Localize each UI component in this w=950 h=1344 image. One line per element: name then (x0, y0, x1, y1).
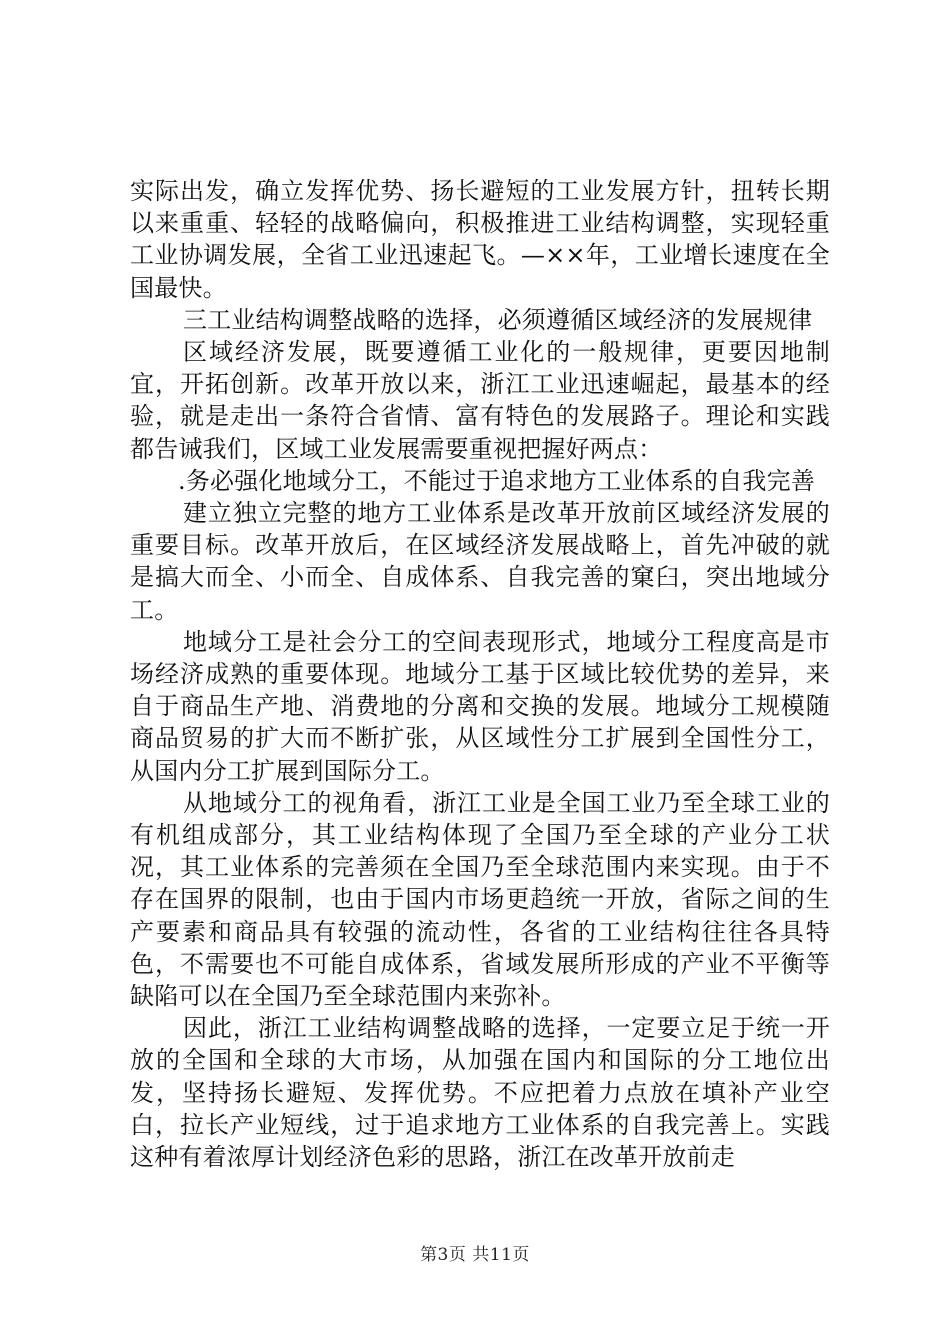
paragraph-1: 实际出发，确立发挥优势、扬长避短的工业发展方针，扭转长期以来重重、轻轻的战略偏向，积极推进工业结构调整，实现轻重工业协调发展，全省工业迅速起飞。—××年，工业增长速度在全国最快。 (130, 177, 830, 302)
page-number-footer: 第3页 共11页 (420, 1245, 530, 1265)
paragraph-4: 地域分工是社会分工的空间表现形式，地域分工程度高是市场经济成熟的重要体现。地域分工基于区域比较优势的差异，来自于商品生产地、消费地的分离和交换的发展。地域分工规模随商品贸易的扩大而不断扩张，从区域性分工扩展到全国性分工，从国内分工扩展到国际分工。 (130, 627, 830, 785)
paragraph-2: 区域经济发展，既要遵循工业化的一般规律，更要因地制宜，开拓创新。改革开放以来，浙江工业迅速崛起，最基本的经验，就是走出一条符合省情、富有特色的发展路子。理论和实践都告诫我们，区域工业发展需要重视把握好两点： (130, 338, 830, 463)
paragraph-5: 从地域分工的视角看，浙江工业是全国工业乃至全球工业的有机组成部分，其工业结构体现了全国乃至全球的产业分工状况，其工业体系的完善须在全国乃至全球范围内来实现。由于不存在国界的限制，也由于国内市场更趋统一开放，省际之间的生产要素和商品具有较强的流动性，各省的工业结构往往各具特色，不需要也不可能自成体系，省域发展所形成的产业不平衡等缺陷可以在全国乃至全球范围内来弥补。 (130, 788, 830, 1011)
numbered-point-heading: .务必强化地域分工，不能过于追求地方工业体系的自我完善 (178, 466, 816, 495)
paragraph-6: 因此，浙江工业结构调整战略的选择，一定要立足于统一开放的全国和全球的大市场，从加强在国内和国际的分工地位出发，坚持扬长避短、发挥优势。不应把着力点放在填补产业空白，拉长产业短线，过于追求地方工业体系的自我完善上。实践这种有着浓厚计划经济色彩的思路，浙江在改革开放前走 (130, 1014, 830, 1172)
document-body (130, 175, 830, 1173)
paragraph-3: 建立独立完整的地方工业体系是改革开放前区域经济发展的重要目标。改革开放后，在区域经济发展战略上，首先冲破的就是搞大而全、小而全、自成体系、自我完善的窠臼，突出地域分工。 (130, 499, 830, 624)
section-heading-three: 三工业结构调整战略的选择，必须遵循区域经济的发展规律 (183, 305, 813, 334)
